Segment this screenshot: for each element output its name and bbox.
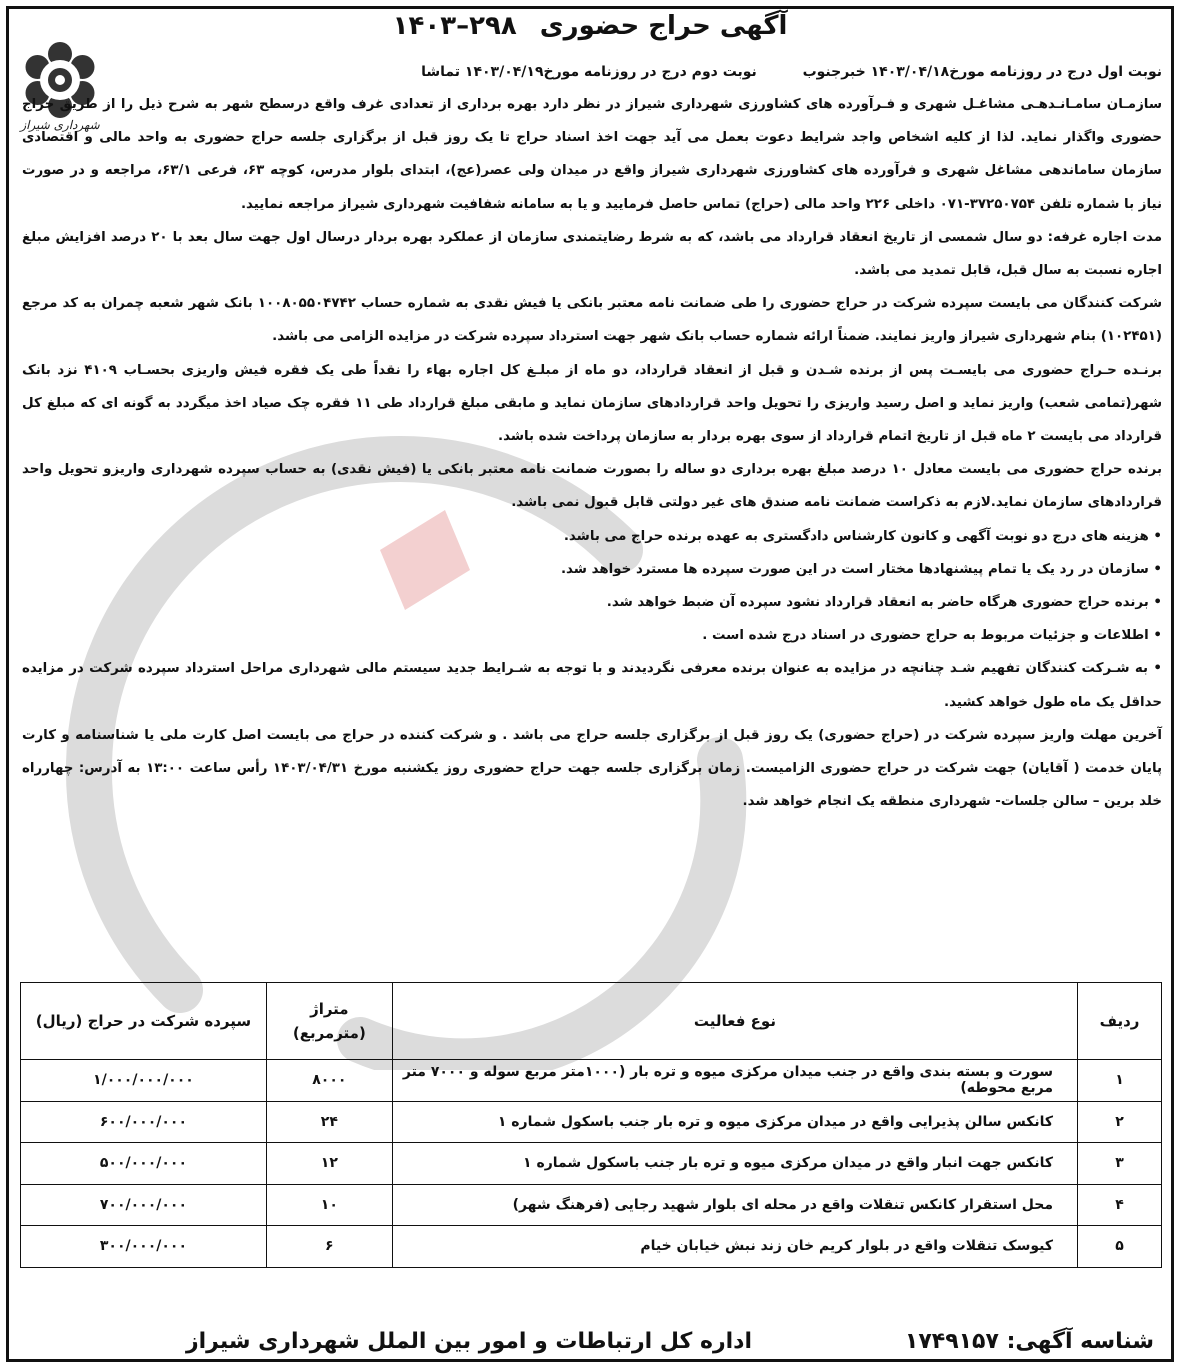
table-row [21, 1060, 1162, 1102]
table-row [21, 1101, 1162, 1143]
paragraph-winner-payment: برنـده حـراج حضوری می بایسـت پس از برنده شـدن و قبل از انعقاد قرارداد، دو ماه از مبلـغ کل اجاره بهاء را نقداً طی یک فقره فیش واریزی بحسـاب ۴۱۰۹ نزد بانک شهر(تمامی شعب) واریز نماید و اصل رسید واریزی را تحویل واحد قراردادهای سازمان نماید و مابقی مبلغ قرارداد طی ۱۱ فقره چک صیاد اخذ میگردد به گونه ای که مبلغ کل قرارداد می بایست ۲ ماه قبل از تاریخ اتمام قرارداد از سوی بهره بردار به سازمان پرداخت شده باشد. [22, 362, 1163, 445]
issuing-organization: اداره کل ارتباطات و امور بین الملل شهرداری شیراز [185, 1329, 752, 1354]
header-deposit: سپرده شرکت در حراج (ریال) [21, 983, 267, 1060]
title-text: آگهی حراج حضوری [539, 11, 788, 41]
cell-deposit: ۷۰۰/۰۰۰/۰۰۰ [21, 1184, 267, 1226]
cell-row-number: ۴ [1078, 1184, 1162, 1226]
bullet-costs: • هزینه های درج دو نوبت آگهی و کانون کارشناس دادگستری به عهده برنده حراج می باشد. [563, 528, 1162, 544]
header-activity: نوع فعالیت [392, 983, 1077, 1060]
table-row [21, 1226, 1162, 1268]
cell-activity: کیوسک تنقلات واقع در بلوار کریم خان زند نبش خیابان خیام [392, 1226, 1077, 1268]
cell-deposit: ۳۰۰/۰۰۰/۰۰۰ [21, 1226, 267, 1268]
notice-footer [20, 1322, 1162, 1362]
paragraph-lease-term: مدت اجاره غرفه: دو سال شمسی از تاریخ انعقاد قرارداد می باشد، که به شرط رضایتمندی سازمان از عملکرد بهره بردار درسال اول جهت سال بعد با ۲۰ درصد افزایش مبلغ اجاره نسبت به سال قبل، قابل تمدید می باشد. [22, 229, 1162, 279]
cell-deposit: ۵۰۰/۰۰۰/۰۰۰ [21, 1143, 267, 1185]
auction-items-table [20, 982, 1162, 1268]
cell-deposit: ۱/۰۰۰/۰۰۰/۰۰۰ [21, 1060, 267, 1102]
cell-activity: کانکس جهت انبار واقع در میدان مرکزی میوه و تره بار جنب باسکول شماره ۱ [392, 1143, 1077, 1185]
cell-area: ۶ [266, 1226, 392, 1268]
notice-body [22, 88, 1162, 818]
cell-area: ۱۰ [266, 1184, 392, 1226]
table-header-row [21, 983, 1162, 1060]
logo-caption: شهرداری شیراز [20, 118, 100, 132]
cell-row-number: ۵ [1078, 1226, 1162, 1268]
bullet-refund: • به شـرکت کنندگان تفهیم شـد چنانچه در مزایده به عنوان برنده معرفی نگردیدند و با توجه به شـرایط جدید سیستم مالی شهرداری مراحل استرداد سپرده شرکت در مزایده حداقل یک ماه طول خواهد کشید. [22, 661, 1162, 710]
bullet-details: • اطلاعات و جزئیات مربوط به حراج حضوری در اسناد درج شده است . [702, 628, 1162, 644]
cell-activity: کانکس سالن پذیرایی واقع در میدان مرکزی میوه و تره بار جنب باسکول شماره ۱ [392, 1101, 1077, 1143]
cell-row-number: ۱ [1078, 1060, 1162, 1102]
paragraph-guarantee: برنده حراج حضوری می بایست معادل ۱۰ درصد مبلغ بهره برداری دو ساله را بصورت ضمانت نامه معتبر بانکی یا (فیش نقدی) به حساب سپرده شهرداری واریزو تحویل واحد قراردادهای سازمان نماید.لازم به ذکراست ضمانت نامه صندق های غیر دولتی قابل قبول نمی باشد. [22, 462, 1162, 511]
cell-area: ۸۰۰۰ [266, 1060, 392, 1102]
first-publication: نوبت اول درج در روزنامه مورخ۱۴۰۳/۰۴/۱۸ خبرجنوب [802, 64, 1162, 80]
cell-row-number: ۳ [1078, 1143, 1162, 1185]
cell-deposit: ۶۰۰/۰۰۰/۰۰۰ [21, 1101, 267, 1143]
publication-dates [342, 60, 1162, 84]
ad-id: شناسه آگهی: ۱۷۴۹۱۵۷ [904, 1329, 1154, 1354]
table-row [21, 1143, 1162, 1185]
page-title [260, 8, 920, 44]
cell-row-number: ۲ [1078, 1101, 1162, 1143]
paragraph-deadline: آخرین مهلت واریز سپرده شرکت در (حراج حضوری) یک روز قبل از برگزاری جلسه حراج می باشد . و شرکت کننده در حراج می بایست اصل کارت ملی یا شناسنامه و کارت پایان خدمت ( آقایان) جهت شرکت در حراج حضوری الزامیست. زمان برگزاری جلسه جهت حراج حضوری روز یکشنبه مورخ ۱۴۰۳/۰۴/۳۱ رأس ساعت ۱۳:۰۰ به آدرس: چهارراه خلد برین – سالن جلسات- شهرداری منطقه یک انجام خواهد شد. [22, 727, 1163, 810]
cell-area: ۱۲ [266, 1143, 392, 1185]
bullet-rejection: • سازمان در رد یک یا تمام پیشنهادها مختار است در این صورت سپرده ها مسترد خواهد شد. [560, 561, 1162, 577]
second-publication: نوبت دوم درج در روزنامه مورخ۱۴۰۳/۰۴/۱۹ تماشا [421, 64, 757, 80]
header-area: متراژ (مترمربع) [266, 983, 392, 1060]
header-row-number: ردیف [1078, 983, 1162, 1060]
bullet-forfeit: • برنده حراج حضوری هرگاه حاضر به انعقاد قرارداد نشود سپرده آن ضبط خواهد شد. [606, 595, 1162, 611]
cell-area: ۲۴ [266, 1101, 392, 1143]
paragraph-deposit: شرکت کنندگان می بایست سپرده شرکت در حراج حضوری را طی ضمانت نامه معتبر بانکی یا فیش نقدی به شماره حساب ۱۰۰۸۰۵۵۰۴۷۴۲ بانک شهر شعبه چمران به کد مرجع (۱۰۲۴۵۱) بنام شهرداری شیراز واریز نمایند. ضمناً ارائه شماره حساب بانک شهر جهت استرداد سپرده شرکت در مزایده الزامی می باشد. [22, 296, 1162, 345]
table-row [21, 1184, 1162, 1226]
cell-activity: سورت و بسته بندی واقع در جنب میدان مرکزی میوه و تره بار (۱۰۰۰متر مربع سوله و ۷۰۰۰ متر مربع محوطه) [392, 1060, 1077, 1102]
title-number: ۲۹۸–۱۴۰۳ [392, 11, 517, 41]
paragraph-intro: سازمـان سامـانـدهـی مشاغـل شهری و فـرآورده های کشاورزی شهرداری شیراز در نظر دارد بهره برداری از تعدادی غرف واقع درسطح شهر به شرح ذیل را از طریق حراج حضوری واگذار نماید. لذا از کلیه اشخاص واجد شرایط دعوت بعمل می آید جهت اخذ اسناد حراج تا یک روز قبل از برگزاری جلسه حراج حضوری به واحد مالی و اقتصادی سازمان ساماندهی مشاغل شهری و فرآورده های کشاورزی شهرداری شیراز واقع در میدان ولی عصر(عج)، ابتدای بلوار مدرس، کوچه ۶۳، فرعی ۶۳/۱، مراجعه و در صورت نیاز با شماره تلفن ۳۷۲۵۰۷۵۴-۰۷۱ داخلی ۲۲۶ واحد مالی (حراج) تماس حاصل فرمایید و یا به سامانه شفافیت شهرداری شیراز مراجعه نمایید. [22, 97, 1162, 212]
cell-activity: محل استقرار کانکس تنقلات واقع در محله ای بلوار شهید رجایی (فرهنگ شهر) [392, 1184, 1077, 1226]
